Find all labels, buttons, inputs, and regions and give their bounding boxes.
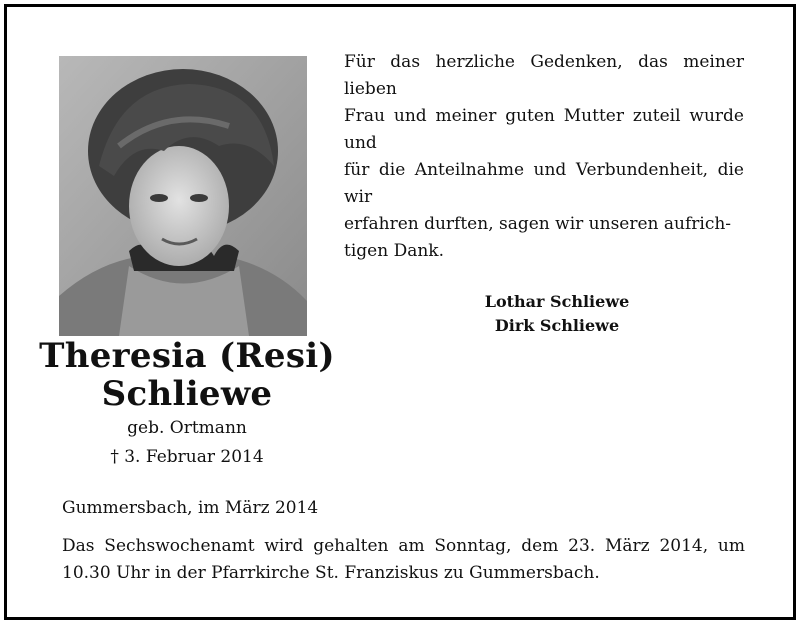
portrait-image — [59, 56, 307, 336]
death-date: † 3. Februar 2014 — [110, 447, 264, 467]
thanks-text — [344, 49, 744, 265]
signer-name: Dirk Schliewe — [494, 316, 620, 335]
deceased-first-name: Theresia (Resi) — [39, 336, 335, 376]
place-date: Gummersbach, im März 2014 — [62, 498, 319, 518]
maiden-name: geb. Ortmann — [127, 418, 247, 438]
signer-name: Lothar Schliewe — [484, 292, 630, 311]
signers — [437, 290, 677, 338]
obituary-card — [4, 4, 796, 620]
thanks-line: tigen Dank. — [344, 241, 444, 261]
service-notice: Das Sechswochenamt wird gehalten am Sonntag, dem 23. März 2014, um 10.30 Uhr in der Pfarrkirche St. Franziskus zu Gummersbach. — [62, 536, 745, 583]
thanks-line: für die Anteilnahme und Verbundenheit, die wir — [344, 160, 744, 207]
deceased-last-name: Schliewe — [101, 374, 273, 414]
deceased-name — [37, 337, 337, 413]
thanks-line: erfahren durften, sagen wir unseren aufrich- — [344, 214, 732, 234]
thanks-line: Für das herzliche Gedenken, das meiner lieben — [344, 52, 744, 99]
thanks-line: Frau und meiner guten Mutter zuteil wurde und — [344, 106, 744, 153]
portrait-photo — [59, 56, 307, 336]
